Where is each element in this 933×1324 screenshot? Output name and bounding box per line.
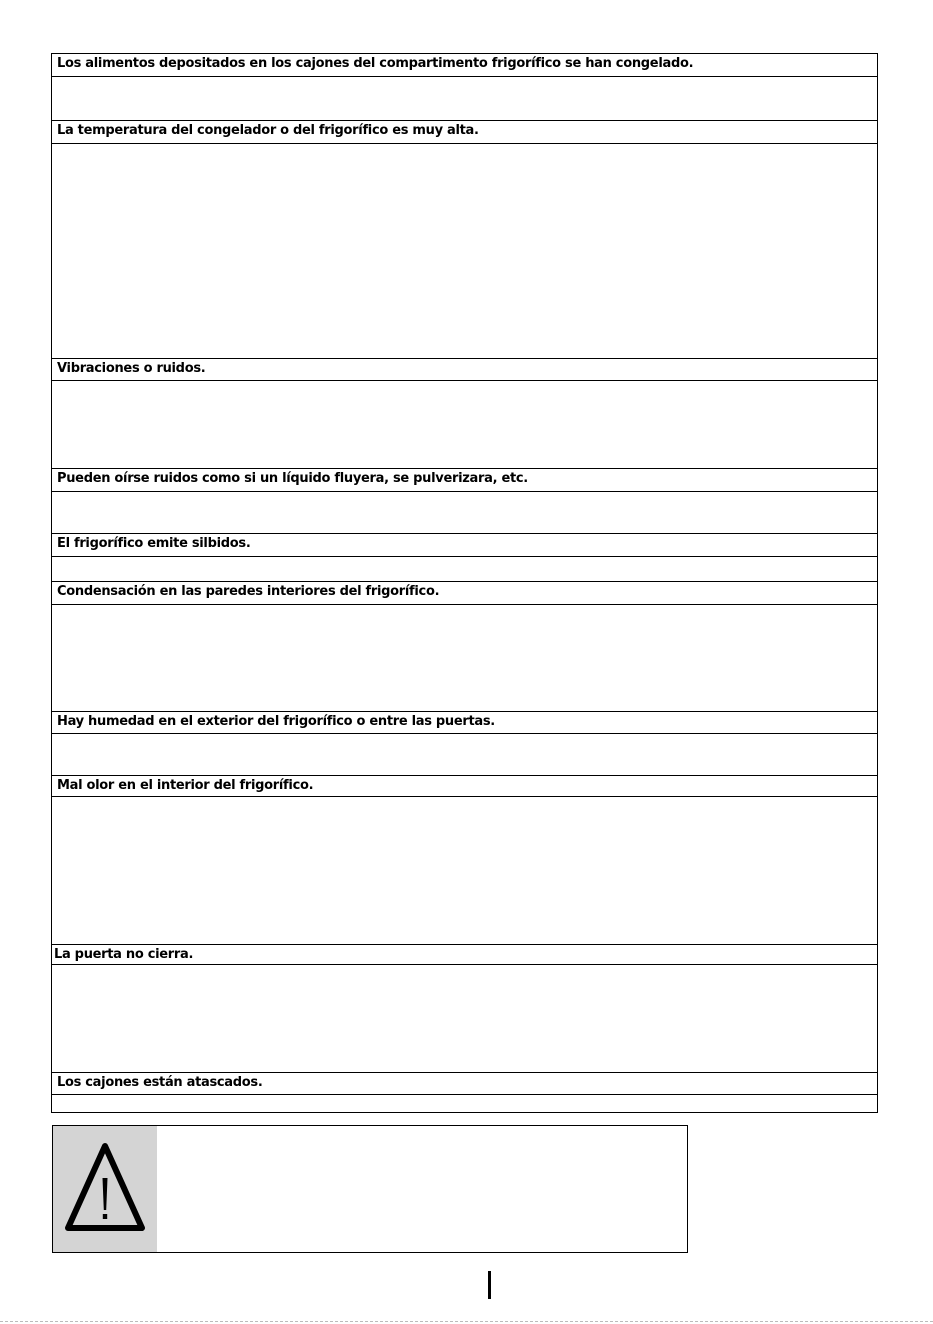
- row-title: La puerta no cierra.: [52, 944, 877, 965]
- row-title: La temperatura del congelador o del frigorífico es muy alta.: [52, 120, 877, 144]
- row-body: [52, 381, 877, 468]
- row-title: El frigorífico emite silbidos.: [52, 533, 877, 557]
- row-title: Vibraciones o ruidos.: [52, 358, 877, 381]
- warning-content: [157, 1126, 687, 1252]
- row-body: [52, 557, 877, 581]
- row-title: Los alimentos depositados en los cajones del compartimento frigorífico se han congelado.: [52, 54, 877, 77]
- troubleshooting-table: [51, 53, 878, 1113]
- row-body: [52, 605, 877, 711]
- row-body: [52, 797, 877, 944]
- row-title: Condensación en las paredes interiores del frigorífico.: [52, 581, 877, 605]
- row-body: [52, 734, 877, 775]
- row-body: [52, 77, 877, 120]
- row-title: Los cajones están atascados.: [52, 1072, 877, 1095]
- row-title: Hay humedad en el exterior del frigorífico o entre las puertas.: [52, 711, 877, 734]
- row-body: [52, 144, 877, 358]
- row-body: [52, 492, 877, 533]
- warning-triangle-icon: [63, 1140, 147, 1236]
- warning-icon-panel: [53, 1126, 157, 1252]
- row-body: [52, 965, 877, 1072]
- bottom-rule: [0, 1321, 933, 1322]
- row-title: Mal olor en el interior del frigorífico.: [52, 775, 877, 797]
- warning-box: [52, 1125, 688, 1253]
- row-title: Pueden oírse ruidos como si un líquido fluyera, se pulverizara, etc.: [52, 468, 877, 492]
- page-marker: [488, 1271, 491, 1299]
- row-body: [52, 1095, 877, 1112]
